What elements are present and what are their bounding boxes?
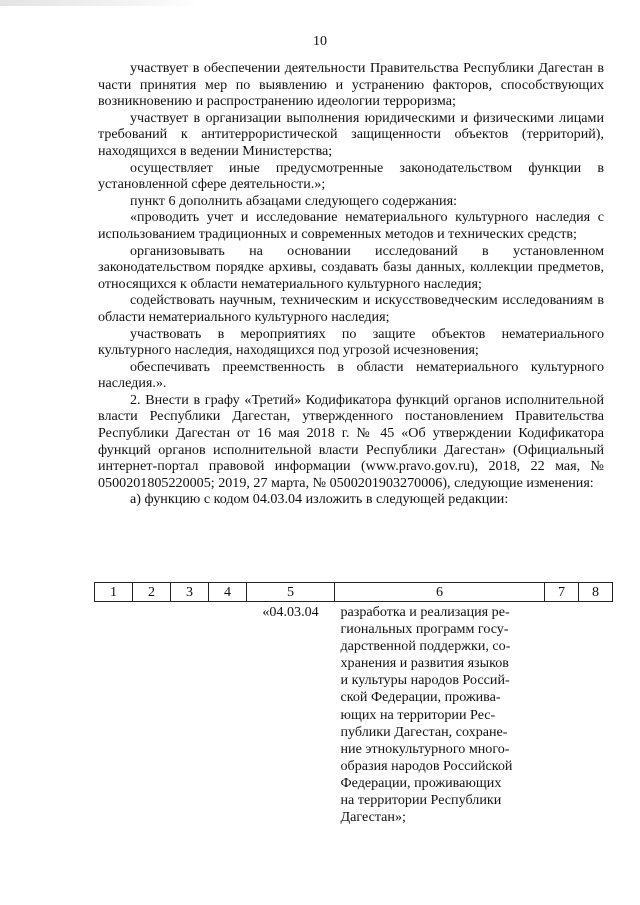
function-line: ющих на территории Рес- <box>340 706 496 723</box>
function-line: и культуры народов Россий- <box>340 672 510 689</box>
codifier-table <box>94 582 612 826</box>
paragraph: а) функцию с кодом 04.03.04 изложить в следующей редакции: <box>130 491 509 508</box>
function-description <box>335 602 545 827</box>
function-code: «04.03.04 <box>262 604 319 620</box>
paragraph: организовывать на основании исследований в установленном законодательством порядке архивы, создавать базы данных, коллекции предметов, относящихся к области нематериального культурного наследия; <box>98 242 604 292</box>
function-line: ской Федерации, прожива- <box>340 689 501 706</box>
column-number: 2 <box>133 583 171 602</box>
table-header-row <box>95 583 613 602</box>
paragraph: пункт 6 дополнить абзацами следующего содержания: <box>130 192 457 209</box>
page-number: 10 <box>313 34 327 49</box>
paragraph: «проводить учет и исследование нематериального культурного наследия с использованием традиционных и современных методов и технических средств; <box>98 209 604 242</box>
paragraph: участвовать в мероприятиях по защите объектов нематериального культурного наследия, находящихся под угрозой исчезновения; <box>98 325 604 359</box>
paragraph: содействовать научным, техническим и искусствоведческим исследованиям в области нематериального культурного наследия; <box>98 292 604 325</box>
paragraph: осуществляет иные предусмотренные законодательством функции в установленной сфере деятельности.»; <box>98 159 604 193</box>
paragraph: участвует в обеспечении деятельности Правительства Республики Дагестан в части принятия мер по выявлению и устранению факторов, способствующих возникновению и распространению идеологии терроризма; <box>98 60 604 110</box>
function-line: дарственной поддержки, со- <box>340 638 511 655</box>
body-text <box>98 60 604 508</box>
function-line: Федерации, проживающих <box>340 774 502 791</box>
function-line: публики Дагестан, сохране- <box>340 723 508 740</box>
column-number: 5 <box>247 583 335 602</box>
function-line: хранения и развития языков <box>340 655 509 672</box>
column-number: 3 <box>171 583 209 602</box>
paragraph: 2. Внести в графу «Третий» Кодификатора функций органов исполнительной власти Республики Дагестан, утвержденного постановлением Правительства Республики Дагестан от 16 мая 2018 г. № 45 «Об утверждении Кодификатора функций органов исполнительной власти Республики Дагестан» (Официальный интернет-портал правовой информации (www.pravo.gov.ru), 2018, 22 мая, № 0500201805220005; 2019, 27 марта, № 0500201903270006), следующие изменения: <box>98 391 604 491</box>
column-number: 1 <box>95 583 133 602</box>
function-line: ние этнокультурного много- <box>340 740 510 757</box>
paragraph: участвует в организации выполнения юридическими и физическими лицами требований к антитеррористической защищенности объектов (территорий), находящихся в ведении Министерства; <box>98 109 604 159</box>
function-line: разработка и реализация ре- <box>340 604 510 620</box>
column-number: 6 <box>335 583 545 602</box>
column-number: 7 <box>545 583 579 602</box>
function-line: образия народов Российской <box>340 757 513 774</box>
column-number: 4 <box>209 583 247 602</box>
paragraph: обеспечивать преемственность в области нематериального культурного наследия.». <box>98 358 604 392</box>
column-number: 8 <box>579 583 613 602</box>
scan-artifact <box>0 0 200 6</box>
function-line: гиональных программ госу- <box>340 621 509 638</box>
table-row <box>95 602 613 827</box>
function-line: Дагестан»; <box>340 809 406 826</box>
function-line: на территории Республики <box>340 792 502 809</box>
